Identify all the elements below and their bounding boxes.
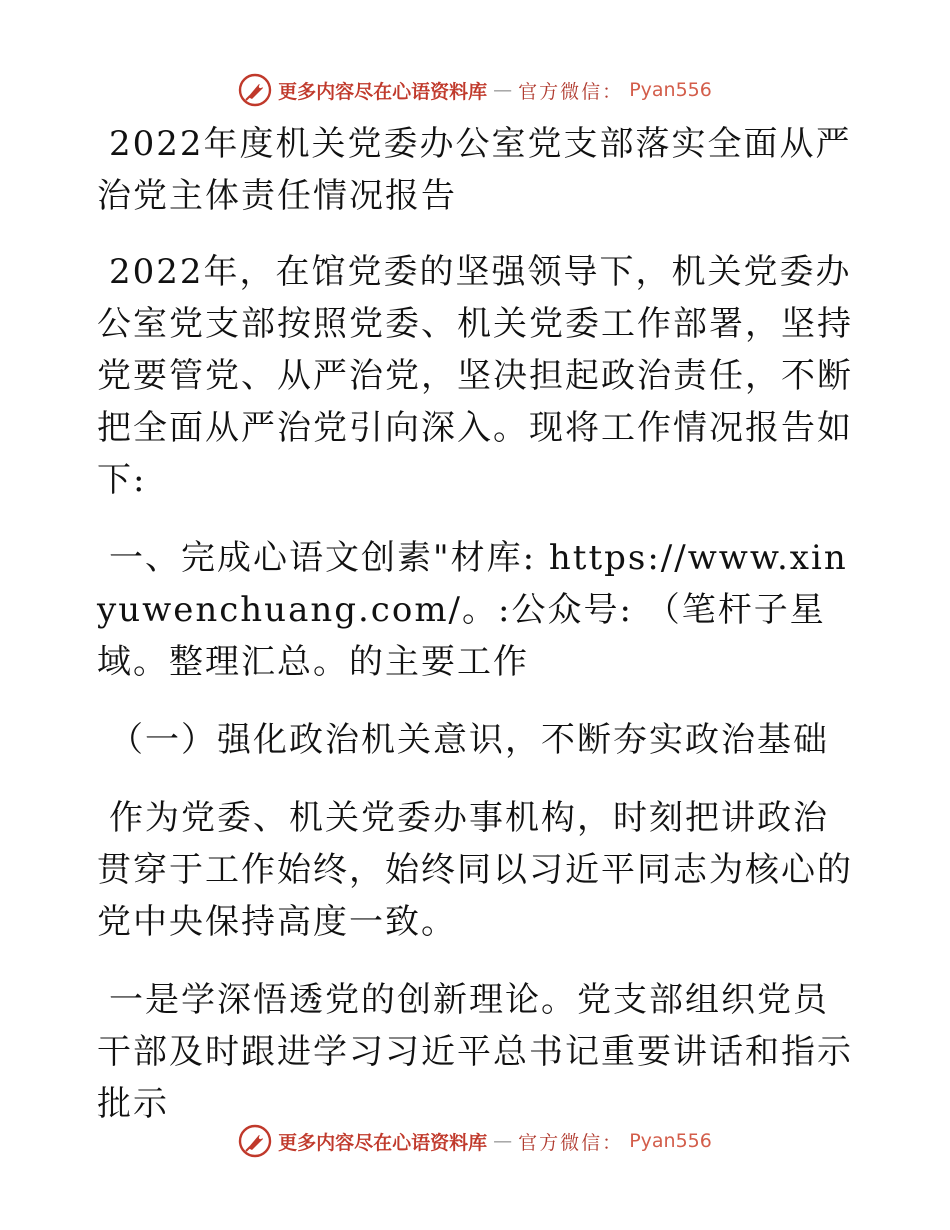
intro-paragraph: 2022年，在馆党委的坚强领导下，机关党委办公室党支部按照党委、机关党委工作部署，坚持党要管党、从严治党，坚决担起政治责任，不断把全面从严治党引向深入。现将工作情况报告如下: — [97, 252, 853, 500]
watermark-header — [0, 73, 950, 107]
watermark-main-text: 更多内容尽在心语资料库 — [278, 80, 488, 103]
watermark-footer — [0, 1124, 950, 1158]
pen-nib-logo-icon — [238, 1124, 272, 1158]
watermark-wechat-label: 官方微信： — [518, 80, 624, 103]
watermark-wechat-id: Pyan556 — [629, 1130, 712, 1152]
watermark-main-text: 更多内容尽在心语资料库 — [278, 1131, 488, 1154]
document-title: 2022年度机关党委办公室党支部落实全面从严治党主体责任情况报告 — [97, 124, 852, 216]
watermark-wechat-id: Pyan556 — [629, 79, 712, 101]
watermark-wechat-label: 官方微信： — [518, 1131, 624, 1154]
watermark-dash: — — [493, 1130, 513, 1152]
subsection-heading: （一）强化政治机关意识，不断夯实政治基础 — [109, 720, 829, 760]
watermark-dash: — — [493, 79, 513, 101]
pen-nib-logo-icon — [238, 73, 272, 107]
point-paragraph: 一是学深悟透党的创新理论。党支部组织党员干部及时跟进学习习近平总书记重要讲话和指示批示 — [97, 980, 853, 1124]
document-body — [97, 118, 857, 1130]
subsection-body-paragraph: 作为党委、机关党委办事机构，时刻把讲政治贯穿于工作始终，始终同以习近平同志为核心的党中央保持高度一致。 — [97, 798, 853, 942]
section-heading: 一、完成心语文创素"材库: https://www.xinyuwenchuang.com/。:公众号: （笔杆子星域。整理汇总。的主要工作 — [97, 538, 848, 682]
